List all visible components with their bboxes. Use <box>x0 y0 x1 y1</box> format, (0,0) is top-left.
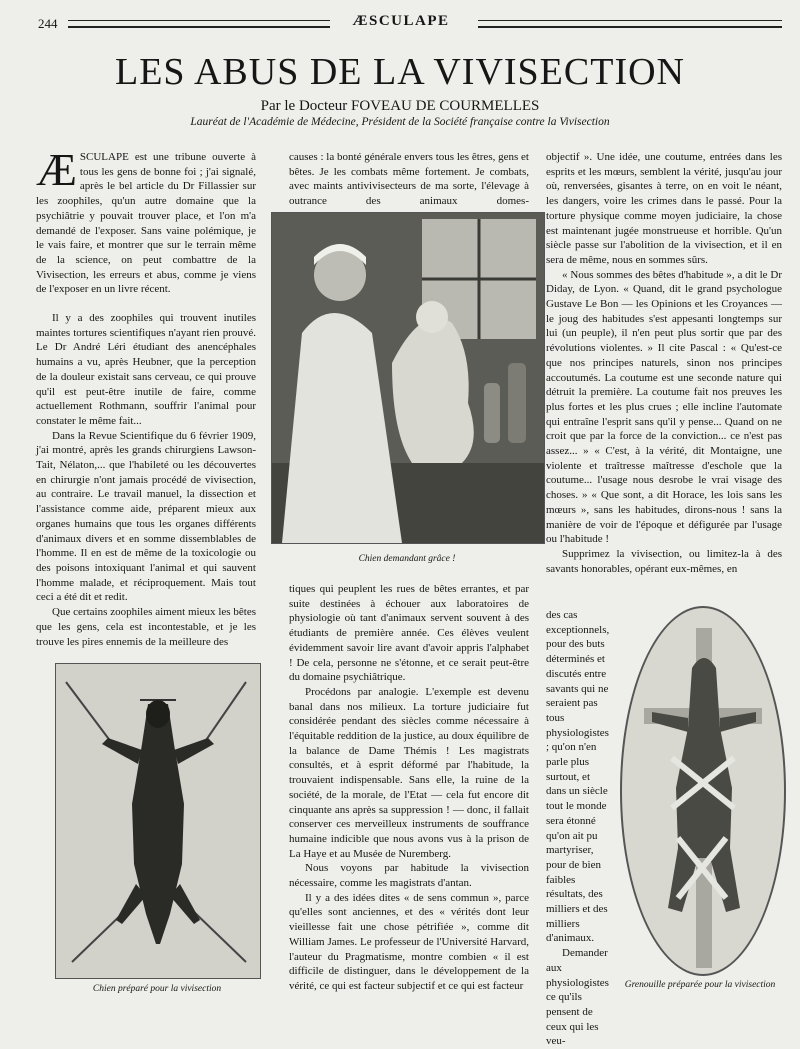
article-title: LES ABUS DE LA VIVISECTION <box>115 51 685 93</box>
right-figure-caption: Grenouille préparée pour la vivisection <box>624 980 776 990</box>
column-2-top <box>289 150 529 209</box>
column-3-narrow <box>546 608 610 1049</box>
paragraph: causes : la bonté générale envers tous les êtres, gens et bêtes. Je les combats même fortement. Je combats, avec maints antivivisecteurs de ma sorte, l'élevage à outrance des animaux domes- <box>289 151 529 208</box>
dog-begging-illustration <box>272 213 544 543</box>
column-3-upper <box>546 150 782 576</box>
paragraph: Dans la Revue Scientifique du 6 février 1909, j'ai montré, après les grands chirurgiens Lawson-Tait, Nélaton,... que l'habileté ou les découvertes en chirurgie n'ont jamais procédé de vivisection, au contraire. Le travail manuel, la dissection et l'assistance comme aide, préparent mieux aux organes humains que tous les organes différents d'animaux divers et en somme dissemblables de l'homme. Il en est de même de la toxicologie ou des poisons intoxiquant l'animal et qui sauvent l'homme malade, et réciproquement. Mais tout ceci a été dit et redit. <box>36 429 256 604</box>
article-byline: Par le Docteur FOVEAU DE COURMELLES <box>260 98 540 114</box>
paragraph: des cas exceptionnels, pour des buts déterminés et discutés entre savants qui ne seraient pas tous physiologistes ; qu'on n'en parle plus surtout, et dans un siècle tout le monde sera étonné qu'on ait pu martyriser, pour de bien faibles résultats, des milliers et des milliers d'animaux. <box>546 609 610 945</box>
dog-prepared-figure <box>55 663 261 979</box>
article-affiliation: Lauréat de l'Académie de Médecine, Président de la Société française contre la Vivisection <box>190 116 610 128</box>
running-title: ÆSCULAPE <box>352 13 450 29</box>
paragraph: Nous voyons par habitude la vivisection nécessaire, comme les magistrats d'antan. <box>289 862 529 890</box>
header-rule-right <box>478 20 782 28</box>
paragraph: ÆSCULAPE est une tribune ouverte à tous les gens de bonne foi ; j'ai signalé, après le bel article du Dr Fillassier sur les zoophiles, qu'un autre domaine que la psychiâtrie y pouvait trouver place, et l'on m'a demandé de l'exposer. Sans vaine polémique, je le vais faire, et montrer que sur le terrain même de la science, on peut combattre de la Vivisection, les erreurs et abus, comme je viens de l'exposer en un livre récent. <box>36 144 256 296</box>
paragraph: Supprimez la vivisection, ou limitez-la à des savants honorables, opérant eux-mêmes, en <box>546 547 782 575</box>
paragraph: objectif ». Une idée, une coutume, entrées dans les esprits et les mœurs, semblent la vérité, jusqu'au jour où, renversées, gisantes à terre, on en voit le néant, les dangers, voire les crimes dans le passé. Pour la torture physique comme moyen judiciaire, la chose est maintenant jugée monstrueuse et horrible. Qu'un siècle passe sur l'abolition de la vivisection, et il en sera de même, nous en sommes sûrs. <box>546 151 782 266</box>
dog-begging-figure <box>271 212 545 544</box>
column-1-upper <box>36 144 256 649</box>
dog-prepared-illustration <box>56 664 260 978</box>
column-2-lower <box>289 582 529 994</box>
center-figure-caption: Chien demandant grâce ! <box>358 554 456 564</box>
paragraph: Il y a des idées dites « de sens commun », parce qu'elles sont anciennes, et des « vérités dont leur vieillesse fait une chose pétrifiée », comme dit William James. Le professeur de l'Université Harvard, l'auteur du Pragmatisme, montre combien « il est difficile de distinguer, dans le développement de la vérité, ce qui est facteur subjectif et ce qui est facteur <box>289 891 529 992</box>
paragraph: Demander aux physiologistes ce qu'ils pensent de ceux qui les veu- <box>546 947 609 1048</box>
paragraph: « Nous sommes des bêtes d'habitude », a dit le Dr Diday, de Lyon. « Quand, dit le grand psychologue Gustave Le Bon — les Opinions et les Croyances — le joug des habitudes s'est appesanti longtemps sur lui (un peuple), il n'en peut plus sortir que par des révolutions violentes. » Il cite Pascal : « Qu'est-ce que nos principes naturels, sinon nos principes accoutumés. La coutume est une seconde nature qui détruit la première. La coutume fait nos preuves les plus fortes et les plus crues ; elle incline l'automate qui entraîne l'esprit sans qu'il y pense... Quand on ne croit que par la force de la conviction... ce n'est pas assez... » « C'est, à la vérité, dit Montaigne, une violente et traîtresse maîtresse d'eschole que la coutume... l'usage nous desrobe le vrai visage des choses. » « Que sont, a dit Horace, les lois sans les mœurs », sans les habitudes, dirons-nous ! sans la manière de voir de l'époque et défigurée par l'usage ou l'habitude ! <box>546 268 782 546</box>
paragraph: Il y a des zoophiles qui trouvent inutiles maintes tortures scientifiques n'ayant rien prouvé. Le Dr André Léri étudiant des anencéphales humains a vu, après Heubner, que la perception de la douleur existait sans cerveau, ce qui prouve qu'il est peut-être inutile de faire, comme actuellement Rothmann, souffrir l'animal pour constater le même fait... <box>36 312 256 427</box>
frog-prepared-figure <box>620 606 786 976</box>
paragraph: tiques qui peuplent les rues de bêtes errantes, et par suite destinées à échouer aux laboratoires de physiologie où tant d'animaux servent souvent à des étudiants de première année. Ces élèves veulent évidemment savoir lire avant d'avoir appris l'alphabet ! De cela, personne ne s'étonne, et ce serait peut-être du domaine psychiâtrique. <box>289 583 529 684</box>
drop-cap: Æ <box>36 144 77 195</box>
paragraph: Que certains zoophiles aiment mieux les bêtes que les gens, cela est incontestable, et je les trouve les pires ennemis de la meilleure des <box>36 606 256 648</box>
left-figure-caption: Chien préparé pour la vivisection <box>92 984 222 994</box>
paragraph: Procédons par analogie. L'exemple est devenu banal dans nos milieux. La torture judiciaire fut considérée pendant des siècles comme nécessaire à l'équitable reddition de la justice, au doux équilibre de la balance de Dame Thémis ! Les magistrats consultés, et à esprit déformé par l'habitude, la trouvaient indispensable. Sans elle, la ruine de la société, de la morale, de l'Etat — cela fut encore dit cinquante ans après sa suppression ! — donc, il fallait conserver ces merveilleux instruments de souffrance humaine indicible que nous avons vus à la prison de La Haye et au Musée de Nuremberg. <box>289 685 529 860</box>
frog-prepared-illustration <box>622 608 784 974</box>
header-rule-left <box>68 20 330 28</box>
page-number: 244 <box>38 16 58 31</box>
